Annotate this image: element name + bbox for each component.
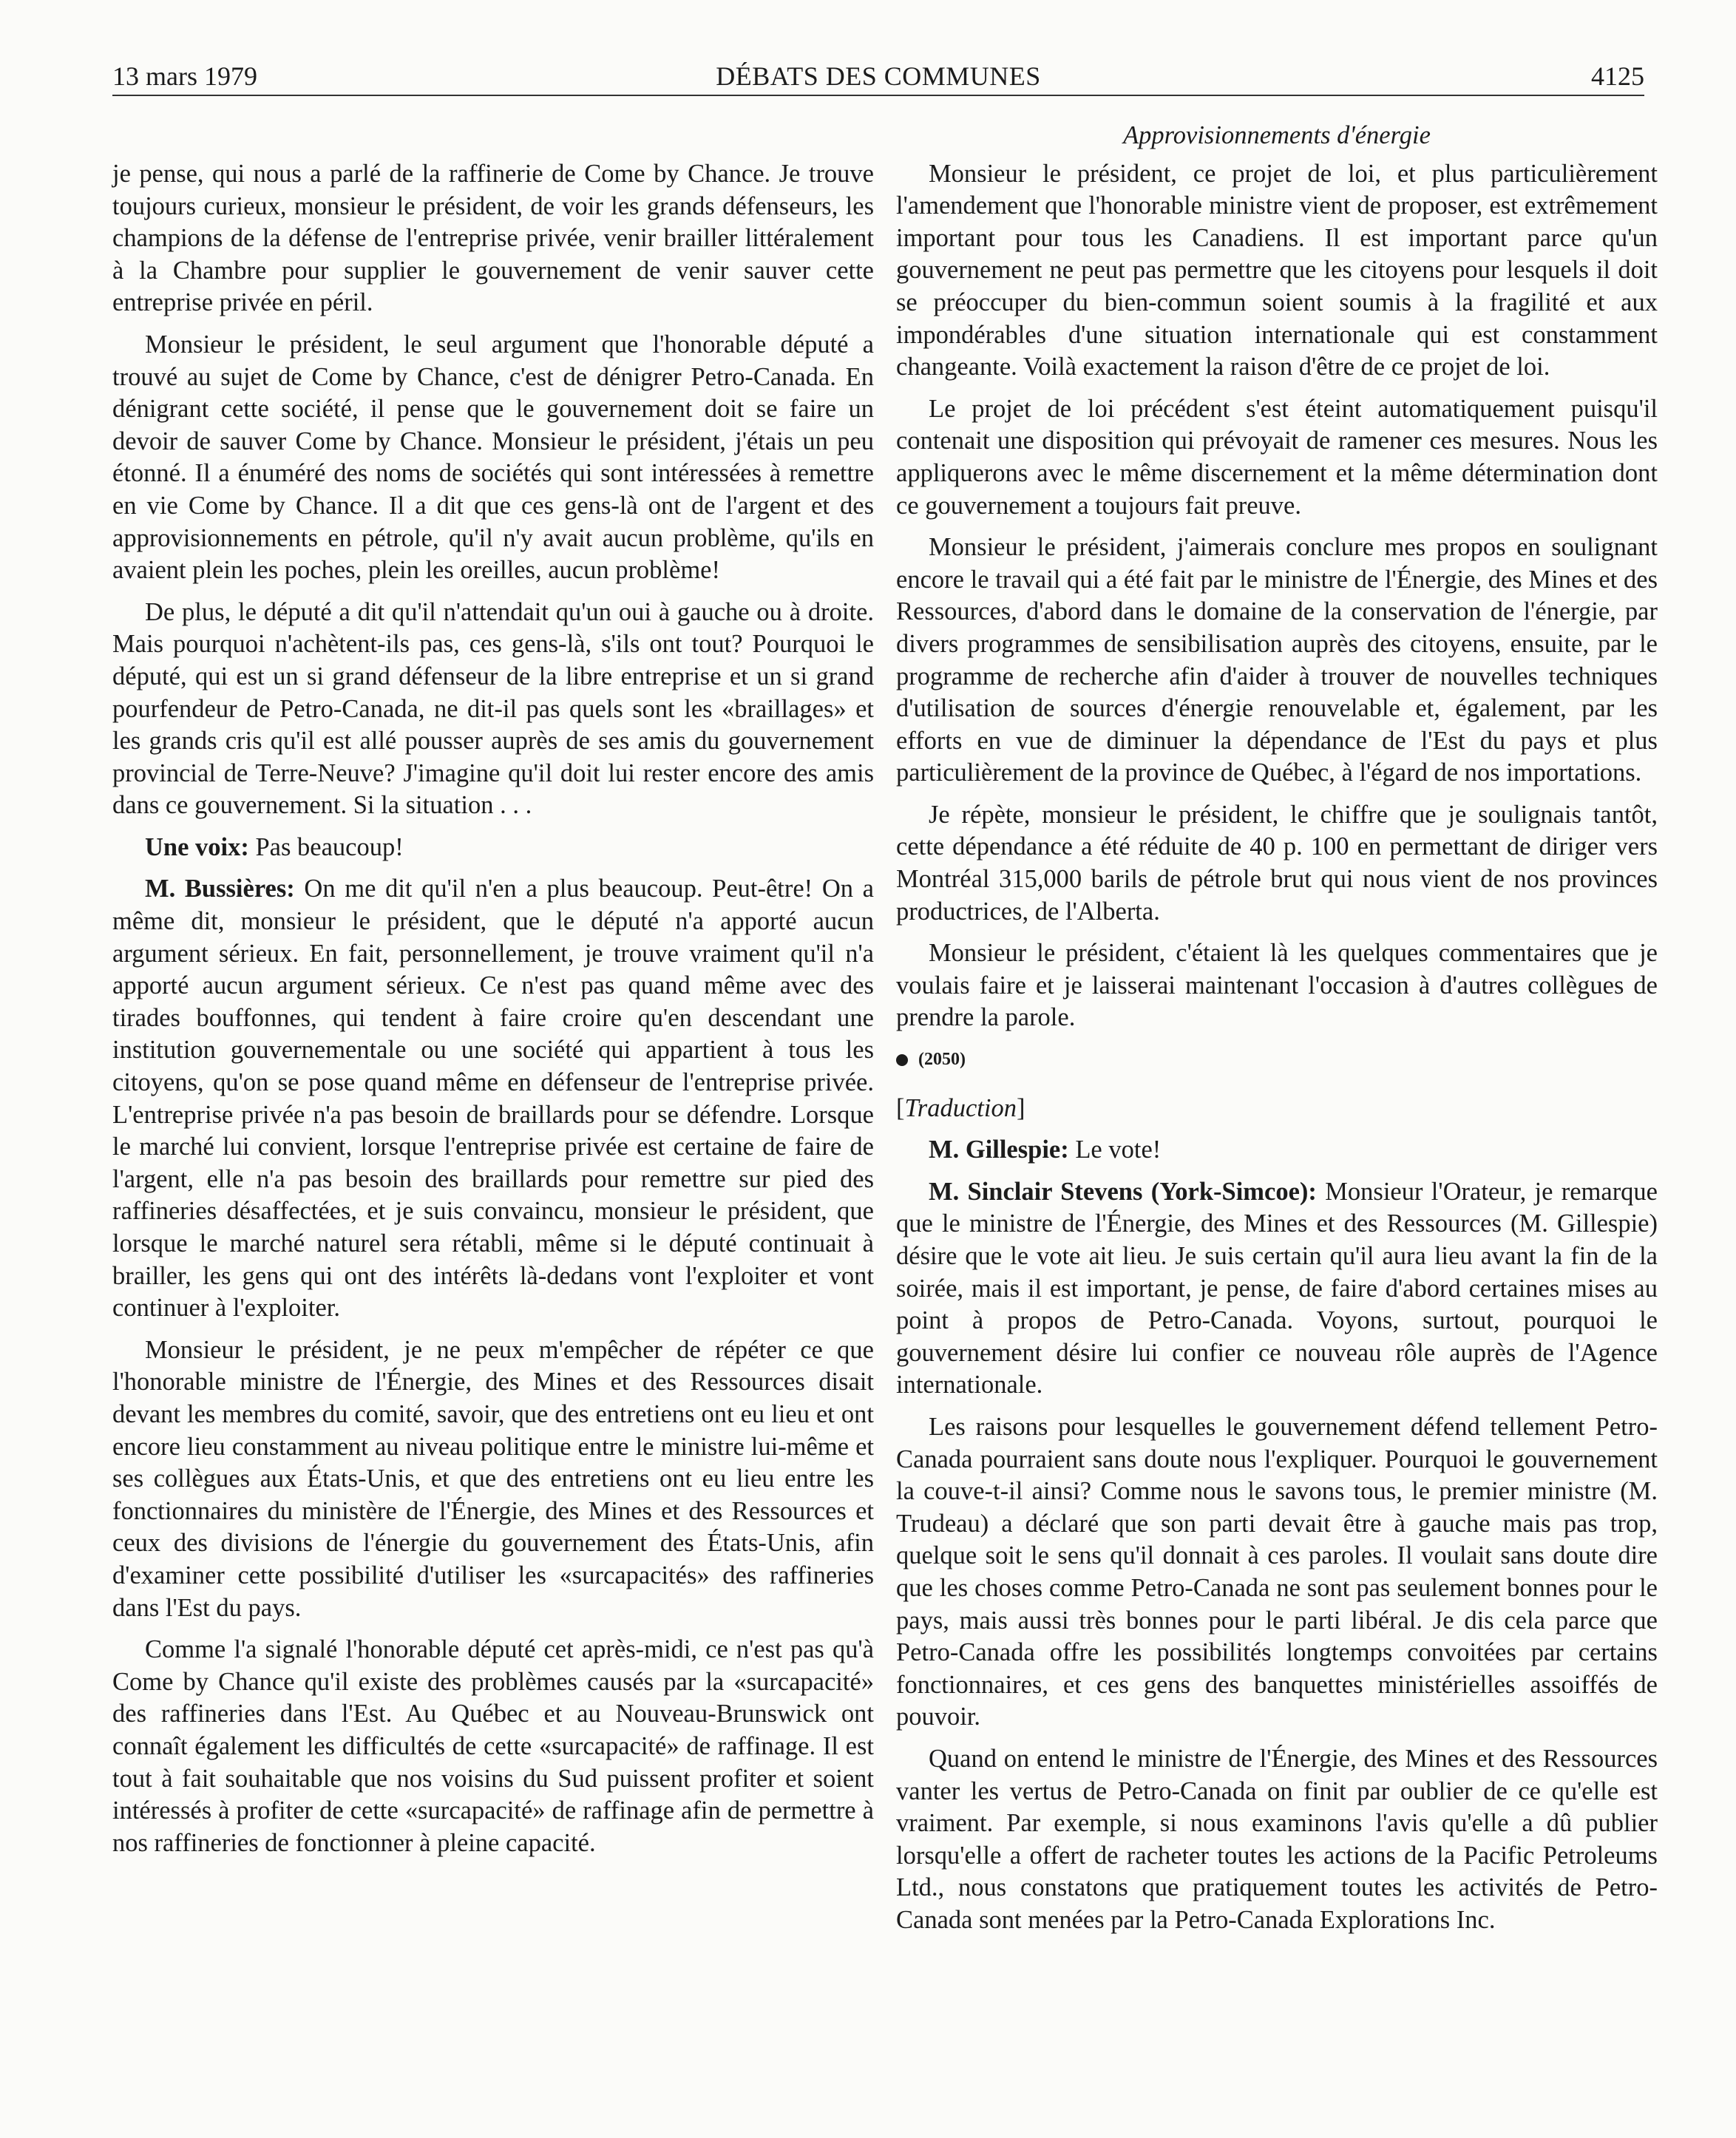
speech-paragraph — [112, 832, 874, 864]
paragraph: Monsieur le président, c'étaient là les quelques commentaires que je voulais faire et je laisserai maintenant l'occasion à d'autres collègues de prendre la parole. — [896, 939, 1658, 1032]
speech-text: Pas beaucoup! — [248, 832, 404, 861]
speech-text: On me dit qu'il n'en a plus beaucoup. Peut-être! On a même dit, monsieur le président, que le député n'a apporté aucun argument sérieux. En fait, personnellement, je trouve vraiment qu'il n'a apporté aucun argument sérieux. Ce n'est pas quand même avec des tirades bouffonnes, qui tendent à faire croire qu'en descendant une institution gouvernementale ou une société qui appartient à tous les citoyens, qu'on se pose quand même en défenseur de l'entreprise privée. L'entreprise privée n'a pas besoin de braillards pour se défendre. Lorsque le marché lui convient, lorsque l'entreprise privée est certaine de faire de l'argent, elle n'a pas besoin des braillards pour remettre sur pied des raffineries désaffectées, et je suis convaincu, monsieur le président, que lorsque le marché naturel sera rétabli, même si le député continuait à brailler, les gens qui ont des intérêts là-dedans vont l'exploiter et vont continuer à l'exploiter. — [112, 875, 874, 1323]
paragraph: De plus, le député a dit qu'il n'attendait qu'un oui à gauche ou à droite. Mais pourquoi n'achètent-ils pas, ces gens-là, s'ils ont tout? Pourquoi le député, qui est un si grand défenseur de la libre entreprise et un si grand pourfendeur de Petro-Canada, ne dit-il pas quels sont les «braillages» et les grands cris qu'il est allé pousser auprès de ses amis du gouvernement provincial de Terre-Neuve? J'imagine qu'il doit lui rester encore des amis dans ce gouvernement. Si la situation . . . — [112, 597, 874, 820]
header-rule — [112, 95, 1644, 96]
header-title: DÉBATS DES COMMUNES — [716, 61, 1041, 91]
paragraph: Comme l'a signalé l'honorable député cet après-midi, ce n'est pas qu'à Come by Chance qu'il existe des problèmes causés par la «surcapacité» des raffineries dans l'Est. Au Québec et au Nouveau-Brunswick ont connaît également les difficultés de cette «surcapacité» de raffinage. Il est tout à fait souhaitable que nos voisins du Sud puissent profiter et soient intéressés à profiter de cette «surcapacité» de raffinage afin de permettre à nos raffineries de fonctionner à pleine capacité. — [112, 1635, 874, 1857]
timestamp-marker — [896, 1044, 1658, 1076]
section-heading: Approvisionnements d'énergie — [1123, 121, 1431, 149]
left-column — [112, 158, 874, 1869]
page-header — [112, 58, 1644, 95]
paragraph: Monsieur le président, j'aimerais conclure mes propos en soulignant encore le travail qui a été fait par le ministre de l'Énergie, des Mines et des Ressources, d'abord dans le domaine de la conservation de l'énergie, par divers programmes de sensibilisation auprès des citoyens, ensuite, par le programme de recherche afin d'aider à trouver de nouvelles techniques d'utilisation de sources d'énergie renouvelable et, également, par les efforts en vue de diminuer la dépendance de l'Est du pays et plus particulièrement de la province de Québec, à l'égard de nos importations. — [896, 533, 1658, 787]
paragraph: Je répète, monsieur le président, le chiffre que je soulignais tantôt, cette dépendance a été réduite de 40 p. 100 en permettant de diriger vers Montréal 315,000 barils de pétrole brut qui nous vient de nos provinces productrices, de l'Alberta. — [896, 800, 1658, 926]
header-date: 13 mars 1979 — [112, 61, 257, 91]
paragraph: Les raisons pour lesquelles le gouvernement défend tellement Petro-Canada pourraient sans doute nous l'expliquer. Pourquoi le gouvernement la couve-t-il ainsi? Comme nous le savons tous, le premier ministre (M. Trudeau) a déclaré que son parti devait être à gauche mais pas trop, quelque soit le sens qu'il donnait à ces paroles. Il voulait sans doute dire que les choses comme Petro-Canada ne sont pas seulement bonnes pour le pays, mais aussi très bonnes pour le parti libéral. Je dis cela parce que Petro-Canada offre les possibilités longtemps convoitées par certains fonctionnaires, et ces gens des banquettes ministérielles assoiffés de pouvoir. — [896, 1412, 1658, 1731]
speaker-name: M. Bussières: — [145, 875, 295, 903]
paragraph: Monsieur le président, ce projet de loi, et plus particulièrement l'amendement que l'honorable ministre vient de proposer, est extrêmement important pour tous les Canadiens. Il est important parce qu'un gouvernement ne peut pas permettre que les citoyens pour lesquels il doit se préoccuper du bien-commun soient soumis à la fragilité et aux impondérables d'une situation internationale qui est constamment changeante. Voilà exactement la raison d'être de ce projet de loi. — [896, 159, 1658, 381]
translation-text: Traduction — [904, 1093, 1017, 1122]
right-column — [896, 120, 1658, 1946]
speech-paragraph — [896, 1134, 1658, 1167]
bracket-open: [ — [896, 1093, 905, 1122]
paragraph: Monsieur le président, le seul argument que l'honorable député a trouvé au sujet de Come by Chance, c'est de dénigrer Petro-Canada. En dénigrant cette société, il pense que le gouvernement doit se faire un devoir de sauver Come by Chance. Monsieur le président, j'étais un peu étonné. Il a énuméré des noms de sociétés qui sont intéressées à remettre en vie Come by Chance. Il a dit que ces gens-là ont de l'argent et des approvisionnements en pétrole, qu'il n'y avait aucun problème, qu'ils en avaient plein les poches, plein les oreilles, aucun problème! — [112, 330, 874, 585]
paragraph: Monsieur le président, je ne peux m'empêcher de répéter ce que l'honorable ministre de l'Énergie, des Mines et des Ressources disait devant les membres du comité, savoir, que des entretiens ont eu lieu et ont encore lieu constamment au niveau politique entre le ministre lui-même et ses collègues aux États-Unis, et que des entretiens ont eu lieu entre les fonctionnaires du ministère de l'Énergie, des Mines et des Ressources et ceux des divisions de l'énergie du gouvernement des États-Unis, afin d'examiner cette possibilité d'utiliser les «surcapacités» des raffineries dans l'Est du pays. — [112, 1335, 874, 1622]
speaker-name: M. Sinclair Stevens (York-Simcoe): — [929, 1177, 1317, 1206]
paragraph: Quand on entend le ministre de l'Énergie, des Mines et des Ressources vanter les vertus de Petro-Canada on finit par oublier de ce qu'elle est vraiment. Par exemple, si nous examinons l'avis qu'elle a dû publier lorsqu'elle a offert de racheter toutes les actions de la Pacific Petroleums Ltd., nous constatons que pratiquement toutes les activités de Petro-Canada sont menées par la Petro-Canada Explorations Inc. — [896, 1744, 1658, 1934]
header-page-number: 4125 — [1591, 61, 1644, 91]
bullet-dot-icon — [896, 1054, 908, 1066]
speech-paragraph — [896, 1176, 1658, 1402]
paragraph: je pense, qui nous a parlé de la raffinerie de Come by Chance. Je trouve toujours curieux, monsieur le président, de voir les grands défenseurs, les champions de la défense de l'entreprise privée, venir brailler littéralement à la Chambre pour supplier le gouvernement de venir sauver cette entreprise privée en péril. — [112, 160, 874, 317]
speaker-name: Une voix: — [145, 832, 249, 861]
timestamp-text: (2050) — [918, 1050, 966, 1070]
speech-paragraph — [112, 873, 874, 1324]
speaker-name: M. Gillespie: — [929, 1136, 1069, 1164]
speech-text: Monsieur l'Orateur, je remarque que le ministre de l'Énergie, des Mines et des Ressources (M. Gillespie) désire que le vote ait lieu. Je suis certain qu'il aura lieu avant la fin de la soirée, mais il est important, je pense, de faire d'abord certaines mises au point à propos de Petro-Canada. Voyons, surtout, pourquoi le gouvernement désire lui confier ce nouveau rôle auprès de l'Agence internationale. — [896, 1177, 1658, 1399]
translation-label — [896, 1093, 1658, 1125]
paragraph: Le projet de loi précédent s'est éteint automatiquement puisqu'il contenait une disposition qui prévoyait de ramener ces mesures. Nous les appliquerons avec le même discernement et la même détermination dont ce gouvernement a toujours fait preuve. — [896, 394, 1658, 520]
bracket-close: ] — [1016, 1093, 1025, 1122]
speech-text: Le vote! — [1068, 1136, 1162, 1164]
